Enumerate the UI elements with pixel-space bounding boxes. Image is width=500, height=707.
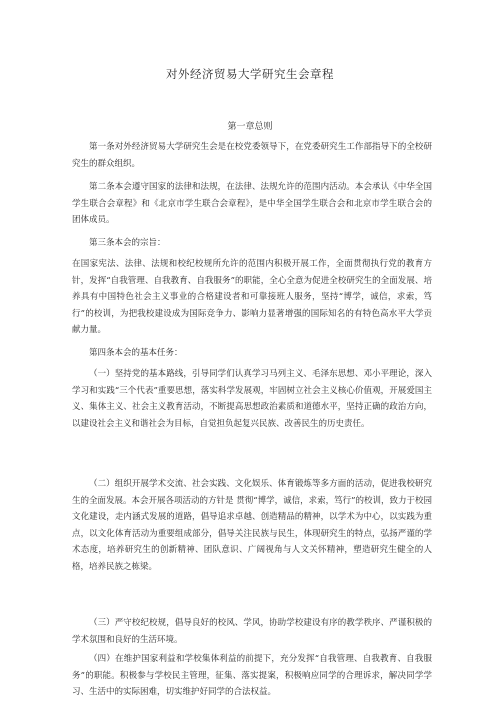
chapter-heading: 第一章总则 [227, 122, 273, 132]
article-2: 第二条本会遵守国家的法律和法规，在法律、法规允许的范围内活动。本会承认《中华全国学生联合会章程》和《北京市学生联合会章程》，是中华全国学生联合会和北京市学生联合会的团体成员。 [72, 182, 432, 225]
article-4-item-3: （三）严守校纪校规，倡导良好的校风、学风，协助学校建设有序的教学秩序、严谨积极的学术氛围和良好的生活环境。 [72, 618, 432, 645]
article-4-item-1: （一）坚持党的基本路线，引导同学们认真学习马列主义、毛泽东思想、邓小平理论，深入学习和实践“三个代表”重要思想，落实科学发展观，牢固树立社会主义核心价值观，开展爱国主义、集体主义、社会主义教育活动，不断提高思想政治素质和道德水平，坚持正确的政治方向，以建设社会主义和谐社会为目标，自觉担负起复兴民族、改善民生的历史责任。 [72, 369, 432, 429]
document-title: 对外经济贸易大学研究生会章程 [166, 67, 334, 81]
article-1: 第一条对外经济贸易大学研究生会是在校党委领导下，在党委研究生工作部指导下的全校研究生的群众组织。 [72, 142, 432, 169]
article-3-body: 在国家宪法、法律、法规和校纪校规所允许的范围内积极开展工作，全面贯彻执行党的教育方针，发挥“自我管理、自我教育、自我服务”的职能，全心全意为促进全校研究生的全面发展、培养具有中国特色社会主义事业的合格建设者和可靠接班人服务，坚持“博学，诚信，求索，笃行”的校训，为把我校建设成为国际竞争力、影响力显著增强的国际知名的有特色高水平大学贡献力量。 [72, 259, 432, 335]
article-3-heading: 第三条本会的宗旨： [89, 238, 166, 248]
article-4-item-4: （四）在维护国家利益和学校集体利益的前提下，充分发挥“自我管理、自我教育、自我服务”的职能。积极参与学校民主管理，征集、落实提案，积极响应同学的合理诉求，解决同学学习、生活中的实际困难，切实维护好同学的合法权益。 [72, 654, 432, 697]
article-4-item-2: （二）组织开展学术交流、社会实践、文化娱乐、体育锻炼等多方面的活动，促进我校研究生的全面发展。本会开展各项活动的方针是 贯彻“博学，诚信，求索，笃行”的校训，致力于校园文化建设，走内涵式发展的道路，倡导追求卓越、创造精品的精神，以学术为中心，以实践为重点，以文化体育活动为重要组成部分，倡导关注民族与民生，体现研究生的特点，弘扬严谨的学术态度，培养研究生的创新精神、团队意识、广阔视角与人文关怀精神，塑造研究生健全的人格，培养民族之栋梁。 [72, 479, 432, 572]
article-4-heading: 第四条本会的基本任务： [89, 348, 183, 358]
